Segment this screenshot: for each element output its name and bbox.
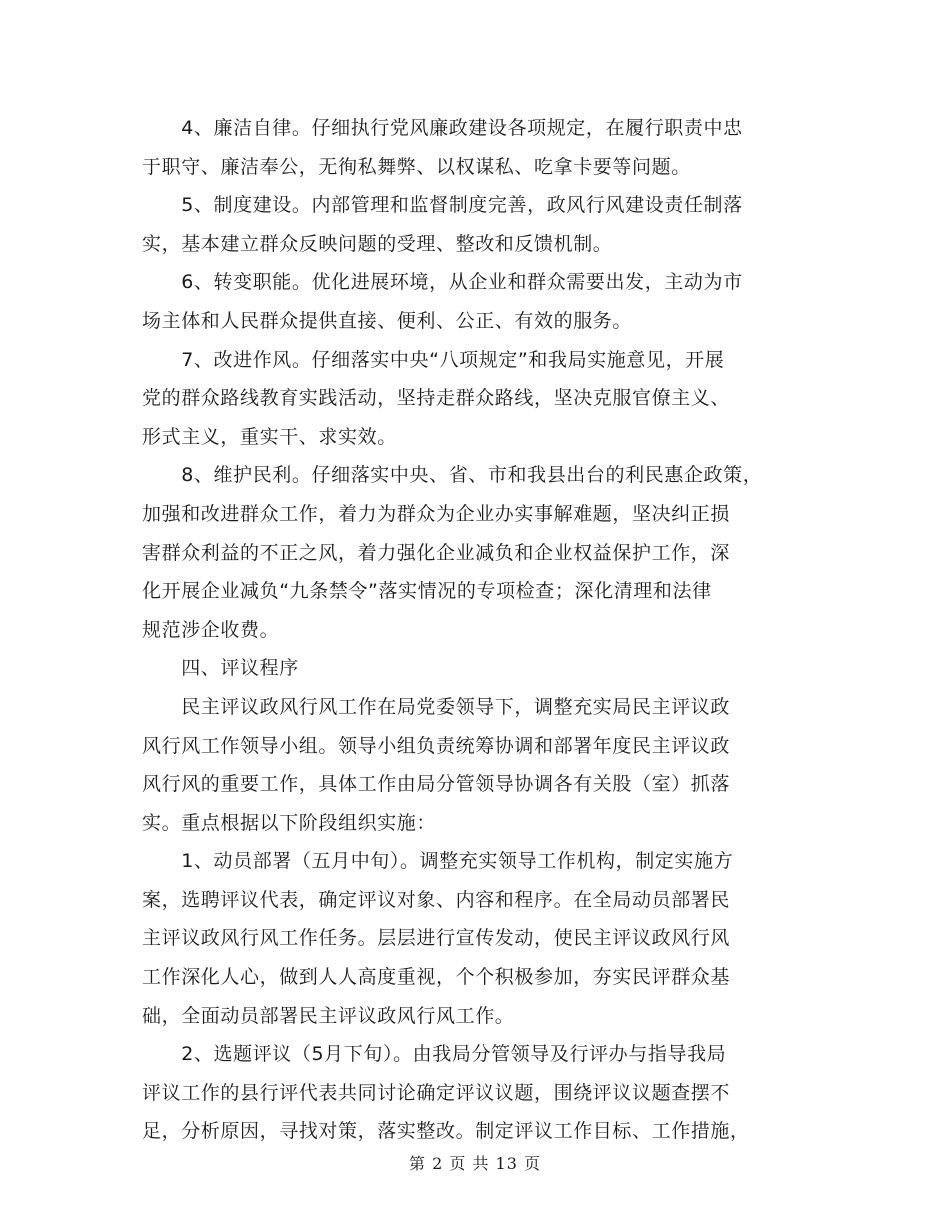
text-line: 风行风的重要工作，具体工作由局分管领导协调各有关股（室）抓落 <box>142 773 731 796</box>
text-line: 5、制度建设。内部管理和监督制度完善，政风行风建设责任制落 <box>142 194 743 217</box>
text-line: 风行风工作领导小组。领导小组负责统筹协调和部署年度民主评议政 <box>142 734 731 757</box>
text-line: 党的群众路线教育实践活动，坚持走群众路线，坚决克服官僚主义、 <box>142 387 731 410</box>
text-line: 规范涉企收费。 <box>142 618 280 641</box>
text-line: 化开展企业减负“九条禁令”落实情况的专项检查；深化清理和法律 <box>142 580 712 603</box>
text-line: 工作深化人心，做到人人高度重视，个个积极参加，夯实民评群众基 <box>142 966 731 989</box>
text-line: 民主评议政风行风工作在局党委领导下，调整充实局民主评议政 <box>142 695 731 718</box>
text-line: 加强和改进群众工作，着力为群众为企业办实事解难题，坚决纠正损 <box>142 502 731 525</box>
text-line: 场主体和人民群众提供直接、便利、公正、有效的服务。 <box>142 309 633 332</box>
text-line: 足，分析原因，寻找对策，落实整改。制定评议工作目标、工作措施， <box>142 1120 750 1143</box>
text-line: 1、动员部署（五月中旬）。调整充实领导工作机构，制定实施方 <box>142 850 734 873</box>
text-line: 害群众利益的不正之风，着力强化企业减负和企业权益保护工作，深 <box>142 541 731 564</box>
text-line: 6、转变职能。优化进展环境，从企业和群众需要出发，主动为市 <box>142 271 743 294</box>
text-line: 于职守、廉洁奉公，无徇私舞弊、以权谋私、吃拿卡要等问题。 <box>142 155 691 178</box>
text-line: 8、维护民利。仔细落实中央、省、市和我县出台的利民惠企政策， <box>142 464 763 487</box>
text-line: 评议工作的县行评代表共同讨论确定评议议题，围绕评议议题查摆不 <box>142 1081 731 1104</box>
document-body <box>142 109 822 1151</box>
text-line: 7、改进作风。仔细落实中央“八项规定”和我局实施意见，开展 <box>142 348 725 371</box>
text-line: 4、廉洁自律。仔细执行党风廉政建设各项规定，在履行职责中忠 <box>142 117 743 139</box>
text-line: 主评议政风行风工作任务。层层进行宣传发动，使民主评议政风行风 <box>142 927 731 950</box>
text-line: 形式主义，重实干、求实效。 <box>142 425 397 448</box>
text-line: 实。重点根据以下阶段组织实施： <box>142 811 437 834</box>
page-number-footer: 第 2 页 共 13 页 <box>409 1154 541 1173</box>
text-line: 实，基本建立群众反映问题的受理、整改和反馈机制。 <box>142 232 613 255</box>
text-line: 2、选题评议（5月下旬）。由我局分管领导及行评办与指导我局 <box>142 1043 727 1066</box>
section-heading: 四、评议程序 <box>142 657 299 680</box>
text-line: 础，全面动员部署民主评议政风行风工作。 <box>142 1004 515 1027</box>
text-line: 案，选聘评议代表，确定评议对象、内容和程序。在全局动员部署民 <box>142 888 731 911</box>
